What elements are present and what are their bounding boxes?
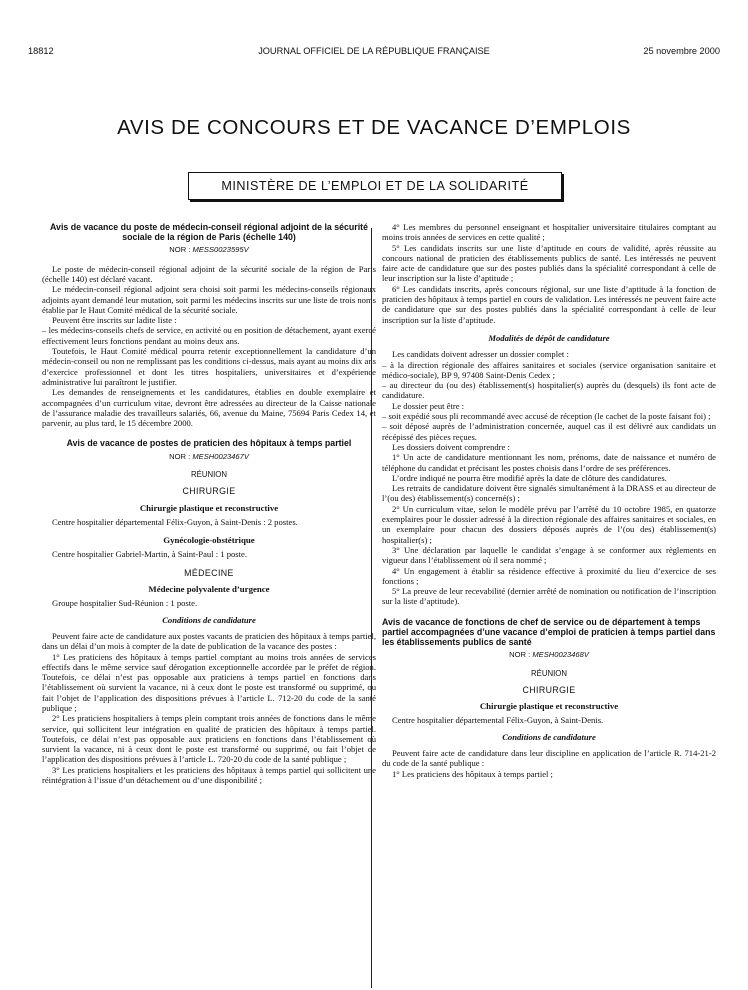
paragraph: 6° Les candidats inscrits, après concours régional, sur une liste d’aptitude à la fonction de praticien des hôpitaux à temps partiel en cours de validation. Les intéressés ne peuvent faire acte de candidature que sur des postes publiés dans la spécialité correspondant à celle de leur inscription sur la liste d’aptitude. — [382, 283, 716, 325]
paragraph: 2° Un curriculum vitae, selon le modèle prévu par l’arrêté du 10 octobre 1985, en quatorze exemplaires pour le dossier adressé à la direction régionale des affaires sanitaires et sociales, en un exemplaire pour chacun des dossiers déposés auprès de l’(ou des) établissement(s) hospitalier(s) ; — [382, 503, 716, 545]
paragraph: Peuvent faire acte de candidature aux postes vacants de praticien des hôpitaux à temps partiel, dans un délai d’un mois à compter de la date de publication de la vacance des postes : — [42, 630, 376, 652]
ministry-box — [188, 172, 562, 200]
nor-label: NOR : — [509, 650, 531, 660]
notice-3-title: Avis de vacance de fonctions de chef de service ou de département à temps partiel accompagnées d’une vacance d’emploi de praticien à temps partiel dans les établissements publics de santé — [382, 616, 716, 648]
list-item: – au directeur du (ou des) établissement(s) hospitalier(s) auprès du (desquels) ils font acte de candidature. — [382, 380, 716, 401]
post-entry: Groupe hospitalier Sud-Réunion : 1 poste. — [52, 598, 198, 609]
conditions-heading: Conditions de candidature — [502, 731, 596, 742]
paragraph: 5° La preuve de leur recevabilité (dernier arrêté de nomination ou notification de l’inscription sur la liste d’aptitude). — [382, 586, 716, 607]
nor-code: MESH0023468V — [532, 650, 589, 660]
modalities-heading: Modalités de dépôt de candidature — [488, 332, 610, 343]
ministry-name: MINISTÈRE DE L’EMPLOI ET DE LA SOLIDARITÉ — [221, 179, 529, 193]
discipline-heading: CHIRURGIE — [522, 684, 576, 695]
list-item: – soit déposé auprès de l’administration concernée, auquel cas il est délivré aux candidats un récépissé des pièces reçues. — [382, 421, 716, 442]
paragraph: 1° Les praticiens des hôpitaux à temps partiel ; — [392, 768, 553, 779]
page-number: 18812 — [28, 46, 54, 56]
paragraph: 1° Les praticiens des hôpitaux à temps partiel comptant au moins trois années de services effectifs dans le même service sauf dérogation exceptionnelle accordée par le préfet de région. Toutefois, ce délai n’est pas opposable aux praticiens à temps partiel en fonctions dans l’établissement où survient la vacance, ni à ceux dont le poste est transformé ou supprimé, ou fait l’objet de l’application des dispositions prévues à l’article L. 712-20 du code de la santé publique ; — [42, 651, 376, 713]
paragraph: Toutefois, le Haut Comité médical pourra retenir exceptionnellement la candidature d’un médecin-conseil ou non ne remplissant pas les conditions ci-dessus, mais ayant au moins dix ans d’exercice professionnel et dont les titres hospitaliers, universitaires et d’expérience administrative lui paraîtront le justifier. — [42, 346, 376, 387]
notice-1-title: Avis de vacance du poste de médecin-conseil régional adjoint de la sécurité sociale de la région de Paris (échelle 140) — [50, 222, 368, 243]
region-heading: RÉUNION — [191, 469, 227, 479]
notice-1-nor — [42, 245, 376, 255]
paragraph: Les candidats doivent adresser un dossier complet : — [392, 349, 569, 360]
list-item: – soit expédié sous pli recommandé avec accusé de réception (le cachet de la poste faisant foi) ; — [382, 411, 711, 422]
conditions-heading: Conditions de candidature — [162, 614, 256, 625]
paragraph: Peuvent faire acte de candidature dans leur discipline en application de l’article R. 714-21-2 du code de la santé publique : — [382, 748, 716, 769]
post-entry: Centre hospitalier départemental Félix-Guyon, à Saint-Denis. — [392, 715, 604, 726]
paragraph: Les retraits de candidature doivent être signalés simultanément à la DRASS et au directeur de l’(ou des) établissement(s) concerné(s) ; — [382, 483, 716, 504]
paragraph: Peuvent être inscrits sur ladite liste : — [52, 315, 177, 326]
paragraph: Les demandes de renseignements et les candidatures, établies en double exemplaire et accompagnées d’un curriculum vitae, devront être adressées au directeur de la Caisse nationale de l’assurance maladie des travailleurs salariés, 66, avenue du Maine, 75694 Paris Cedex 14, et parvenir, au plus tard, le 15 décembre 2000. — [42, 387, 376, 429]
publication-date: 25 novembre 2000 — [643, 46, 720, 56]
paragraph: 3° Les praticiens hospitaliers et les praticiens des hôpitaux à temps partiel qui sollicitent une réintégration à l’issue d’un détachement ou d’une disponibilité ; — [42, 764, 376, 786]
specialty-heading: Gynécologie-obstétrique — [163, 535, 255, 546]
list-item: – à la direction régionale des affaires sanitaires et sociales (service organisation sanitaire et médico-sociale), BP 9, 97408 Saint-Denis Cedex ; — [382, 359, 716, 380]
paragraph: 2° Les praticiens hospitaliers à temps plein comptant trois années de fonctions dans le même service, qui sollicitent leur intégration en qualité de praticien des hôpitaux à temps partiel. Toutefois, ce délai n’est pas opposable aux praticiens en fonctions dans l’établissement où survient la vacance, ni à ceux dont le poste est transformé ou supprimé, ou fait l’objet de l’application des dispositions prévues à l’article L. 720-20 du code de la santé publique ; — [42, 713, 376, 765]
discipline-heading: MÉDECINE — [184, 567, 234, 578]
discipline-heading: CHIRURGIE — [182, 486, 236, 497]
post-entry: Centre hospitalier départemental Félix-Guyon, à Saint-Denis : 2 postes. — [52, 516, 298, 527]
nor-code: MESH0023467V — [192, 451, 249, 461]
page-header — [28, 46, 720, 60]
notice-2-title: Avis de vacance de postes de praticien des hôpitaux à temps partiel — [66, 438, 352, 449]
banner-title: AVIS DE CONCOURS ET DE VACANCE D’EMPLOIS — [117, 116, 631, 139]
list-item: – les médecins-conseils chefs de service, en activité ou en position de détachement, ayant exercé effectivement leurs fonctions pendant au moins deux ans. — [42, 325, 376, 346]
region-heading: RÉUNION — [531, 668, 567, 678]
notice-2-nor — [42, 452, 376, 462]
paragraph: 4° Un engagement à établir sa résidence effective à proximité du lieu d’exercice de ses fonctions ; — [382, 565, 716, 586]
paragraph: 3° Une déclaration par laquelle le candidat s’engage à se conformer aux règlements en vigueur dans l’établissement où il sera nommé ; — [382, 544, 716, 566]
paragraph: Les dossiers doivent comprendre : — [392, 441, 510, 452]
paragraph: 1° Un acte de candidature mentionnant les nom, prénoms, date de naissance et numéro de téléphone du candidat et précisant les postes choisis dans l’ordre de ses préférences. — [382, 452, 716, 473]
paragraph: Le dossier peut être : — [392, 400, 465, 411]
paragraph: 5° Les candidats inscrits sur une liste d’aptitude en cours de validité, après réussite au concours national de praticien des établissements publics de santé. Les intéressés ne peuvent faire acte de candidature que sur des postes publiés dans la spécialité correspondant à celle de leur inscription sur la liste d’aptitude ; — [382, 242, 716, 284]
specialty-heading: Médecine polyvalente d’urgence — [148, 584, 270, 595]
nor-label: NOR : — [169, 245, 191, 255]
nor-label: NOR : — [169, 451, 191, 461]
right-column — [382, 222, 716, 779]
paragraph: Le poste de médecin-conseil régional adjoint de la sécurité sociale de la région de Paris (échelle 140) est déclaré vacant. — [42, 263, 376, 284]
paragraph: Le médecin-conseil régional adjoint sera choisi soit parmi les médecins-conseils régionaux adjoints ayant demandé leur mutation, soit parmi les médecins inscrits sur une liste de trois noms établie par le Haut Comité médical de la sécurité sociale. — [42, 284, 376, 315]
specialty-heading: Chirurgie plastique et reconstructive — [139, 502, 279, 513]
paragraph: L’ordre indiqué ne pourra être modifié après la date de clôture des candidatures. — [392, 472, 667, 483]
post-entry: Centre hospitalier Gabriel-Martin, à Saint-Paul : 1 poste. — [52, 549, 247, 560]
notice-3-nor — [382, 650, 716, 660]
nor-code: MESS0023595V — [192, 245, 249, 255]
journal-title: JOURNAL OFFICIEL DE LA RÉPUBLIQUE FRANÇAISE — [258, 46, 490, 56]
paragraph: 4° Les membres du personnel enseignant et hospitalier universitaire titulaires comptant au moins trois années de services en cette qualité ; — [382, 222, 716, 243]
specialty-heading: Chirurgie plastique et reconstructive — [479, 701, 619, 712]
left-column — [42, 222, 376, 785]
